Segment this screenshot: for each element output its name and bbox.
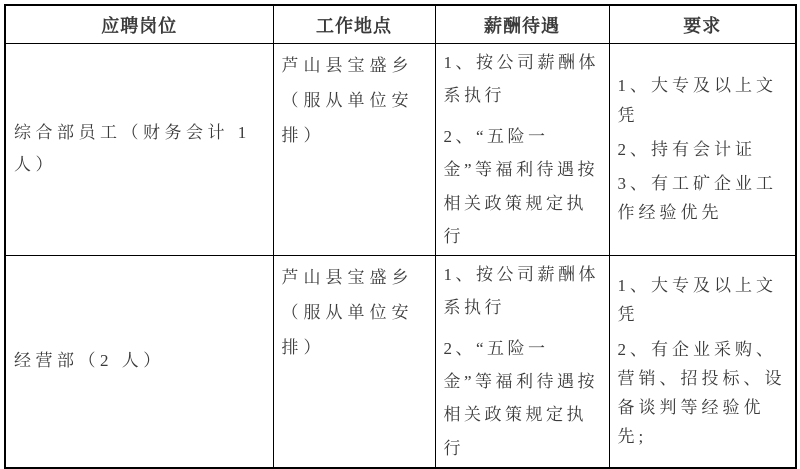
requirement-item: 2、持有会计证 bbox=[617, 139, 756, 159]
requirement-item: 1、大专及以上文凭 bbox=[617, 276, 777, 325]
salary-item: 1、按公司薪酬体系执行 bbox=[443, 53, 599, 106]
requirement-item: 3、有工矿企业工作经验优先 bbox=[617, 174, 777, 223]
requirement-item: 2、有企业采购、营销、招投标、设备谈判等经验优先; bbox=[617, 339, 786, 447]
salary-item: 2、“五险一金”等福利待遇按相关政策规定执行 bbox=[443, 339, 599, 458]
location-cell: 芦山县宝盛乡（服从单位安排） bbox=[273, 44, 435, 256]
requirement-item: 1、大专及以上文凭 bbox=[617, 76, 777, 125]
header-salary: 薪酬待遇 bbox=[435, 5, 609, 44]
location-cell: 芦山县宝盛乡（服从单位安排） bbox=[273, 255, 435, 467]
recruitment-table bbox=[4, 4, 797, 469]
salary-item: 2、“五险一金”等福利待遇按相关政策规定执行 bbox=[443, 127, 599, 246]
position-cell: 经营部（2 人） bbox=[5, 255, 273, 467]
table-row bbox=[5, 44, 796, 256]
salary-item: 1、按公司薪酬体系执行 bbox=[443, 264, 599, 317]
table-row bbox=[5, 255, 796, 467]
header-location: 工作地点 bbox=[273, 5, 435, 44]
salary-cell bbox=[435, 44, 609, 256]
position-cell: 综合部员工（财务会计 1 人） bbox=[5, 44, 273, 256]
requirements-cell bbox=[609, 255, 796, 467]
requirements-cell bbox=[609, 44, 796, 256]
header-row bbox=[5, 5, 796, 44]
header-requirements: 要求 bbox=[609, 5, 796, 44]
header-position: 应聘岗位 bbox=[5, 5, 273, 44]
salary-cell bbox=[435, 255, 609, 467]
